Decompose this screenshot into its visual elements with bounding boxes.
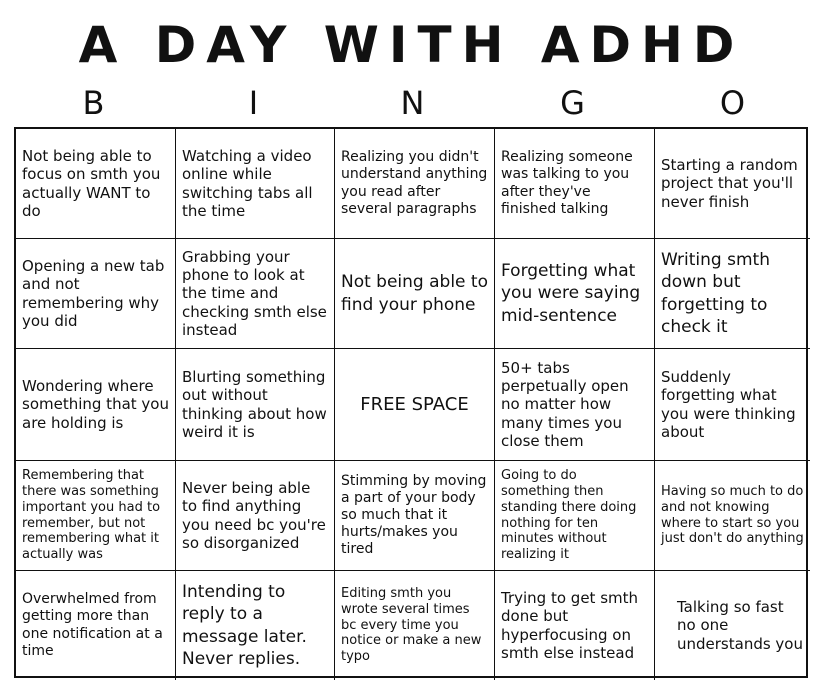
cell-text: Not being able to focus on smth you actually WANT to do [22,146,161,220]
bingo-cell [495,239,655,349]
bingo-cell [16,571,176,680]
bingo-cell [655,239,810,349]
bingo-cell [655,129,810,239]
cell-text: Intending to reply to a message later. Never replies. [182,582,307,669]
bingo-header [14,84,810,128]
cell-text: Never being able to find anything you need bc you're so disorganized [182,478,326,552]
cell-text: Remembering that there was something important you had to remember, but not remembering what it actually was [22,467,161,563]
bingo-cell [176,461,335,571]
bingo-cell [655,571,810,680]
bingo-cell [16,129,176,239]
free-space-text: FREE SPACE [360,393,469,415]
cell-text: Blurting something out without thinking about how weird it is [182,367,327,441]
bingo-cell [495,461,655,571]
cell-text: Watching a video online while switching tabs all the time [182,146,313,220]
cell-text: Overwhelmed from getting more than one notification at a time [22,591,163,659]
cell-text: Not being able to find your phone [341,272,488,315]
bingo-grid [14,127,808,678]
bingo-cell [335,571,495,680]
bingo-cell [495,129,655,239]
bingo-cell [16,349,176,461]
bingo-cell [176,239,335,349]
cell-text: 50+ tabs perpetually open no matter how many times you close them [501,358,629,450]
cell-text: Having so much to do and not knowing where to start so you just don't do anything [661,483,804,547]
bingo-cell [176,571,335,680]
bingo-cell [335,461,495,571]
cell-text: Opening a new tab and not remembering why you did [22,256,165,330]
bingo-cell [16,461,176,571]
letter-b: B [82,84,105,122]
cell-text: Suddenly forgetting what you were thinking about [661,367,796,441]
cell-text: Realizing you didn't understand anything you read after several paragraphs [341,149,488,217]
cell-text: Stimming by moving a part of your body so much that it hurts/makes you tired [341,472,487,558]
cell-text: Going to do something then standing there doing nothing for ten minutes without realizing it [501,467,637,563]
bingo-cell [495,571,655,680]
free-space-cell [335,349,495,461]
page-title: A DAY WITH ADHD [78,16,745,74]
bingo-cell [495,349,655,461]
cell-text: Trying to get smth done but hyperfocusing on smth else instead [501,588,639,662]
cell-text: Forgetting what you were saying mid-sentence [501,261,641,326]
bingo-cell [335,129,495,239]
bingo-cell [176,129,335,239]
bingo-cell [176,349,335,461]
letter-i: I [248,84,259,122]
letter-o: O [719,84,746,122]
bingo-cell [335,239,495,349]
cell-text: Talking so fast no one understands you [677,598,803,653]
cell-text: Starting a random project that you'll never finish [661,156,798,211]
letter-n: N [400,84,425,122]
bingo-cell [655,349,810,461]
cell-text: Realizing someone was talking to you after they've finished talking [501,149,633,217]
cell-text: Editing smth you wrote several times bc every time you notice or make a new typo [341,585,482,665]
cell-text: Writing smth down but forgetting to check it [661,250,770,337]
cell-text: Grabbing your phone to look at the time and checking smth else instead [182,247,327,339]
bingo-cell [16,239,176,349]
cell-text: Wondering where something that you are holding is [22,377,169,432]
bingo-cell [655,461,810,571]
letter-g: G [560,84,585,122]
